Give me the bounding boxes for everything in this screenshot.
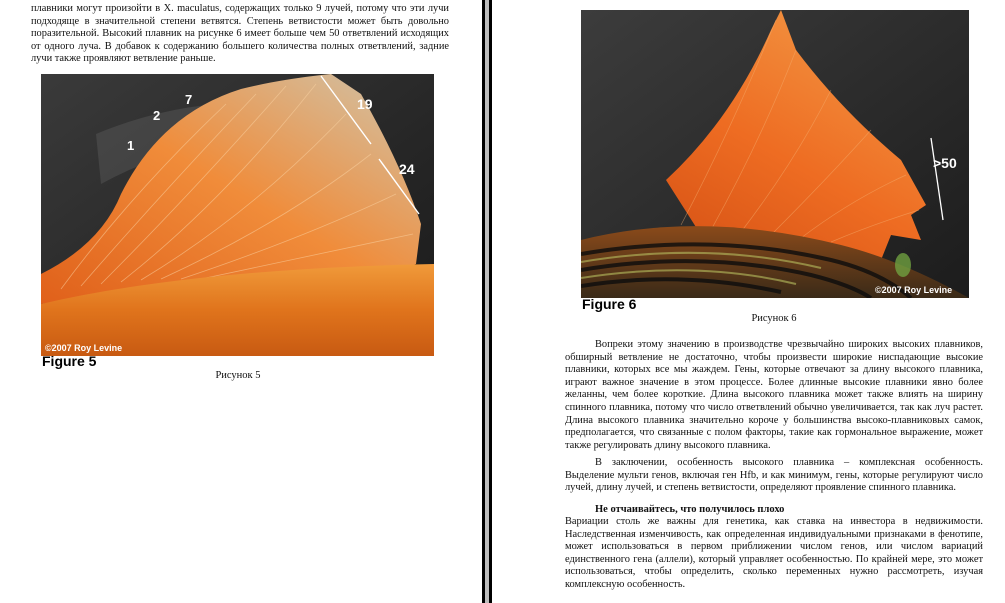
left-intro-paragraph: плавники могут произойти в X. maculatus, содержащих только 9 лучей, потому что эти лучи подходяще в значительной степени ветвятся. Степень ветвистости может быть довольно поразительной. Высокий плавник на рисунке 6 имеет больше чем 50 ответвлений исходящих от одного луча. В добавок к содержанию большего количества полных ответвлений, задние лучи также проявляют ветвление раньше. — [31, 3, 449, 65]
figure-6-title: Figure 6 — [582, 296, 637, 312]
figure-6-caption: Рисунок 6 — [751, 313, 797, 324]
ray-label-19: 19 — [357, 96, 373, 112]
figure-5-title: Figure 5 — [42, 353, 97, 369]
right-paragraph-2: В заключении, особенность высокого плавника – комплексная особенность. Выделение мульти генов, включая ген Hfb, и как минимум, гены, которые регулируют число лучей, длину лучей, и степень ветвистости, определяют проявление спинного плавника. — [565, 457, 983, 494]
right-paragraph-3: Вариации столь же важны для генетика, как ставка на инвестора в недвижимости. Наследственная изменчивость, как определенная индивидуальными признаками в фенотипе, может использоваться в первом приближении числом генов, или числом вариаций единственного гена (аллели), который управляет особенностью. По крайней мере, это может использоваться, чтобы определить, сколько переменных нужно рассмотреть, изучая комплексную особенность. — [565, 516, 983, 590]
right-page — [492, 0, 1005, 603]
figure-5-photo — [41, 74, 434, 356]
ray-label-2: 2 — [153, 108, 161, 123]
ray-label-1: 1 — [127, 138, 135, 153]
right-paragraph-1: Вопреки этому значению в производстве чрезвычайно широких высоких плавников, обширный ветвление не достаточно, чтобы произвести широкие ниспадающие высокие плавники, которых все мы жаждем. Гены, которые отвечают за длину высокого плавника, играют важное значение в этом процессе. Более длинные высокие плавники явно более желанны, чем более короткие. Длина высокого плавника может также влиять на ширину спинного плавника, потому что число ответвлений обычно увеличивается, так как луч растет. Длина высокого плавника значительно короче у большинства высоко-плавниковых самок, предполагается, что связанные с полом факторы, такие как гормональное выражение, может также регулировать длину высокого плавника. — [565, 339, 983, 451]
page-divider — [482, 0, 492, 603]
left-page — [0, 0, 482, 603]
figure-5-copyright: ©2007 Roy Levine — [45, 343, 123, 353]
ray-label-7: 7 — [185, 92, 193, 107]
figure-5-caption: Рисунок 5 — [215, 370, 261, 381]
section-heading: Не отчаивайтесь, что получилось плохо — [595, 504, 785, 515]
figure-6-copyright: ©2007 Roy Levine — [875, 285, 953, 295]
branch-count-label: >50 — [933, 155, 957, 171]
figure-6-photo — [581, 10, 969, 298]
ray-label-24: 24 — [399, 161, 415, 177]
